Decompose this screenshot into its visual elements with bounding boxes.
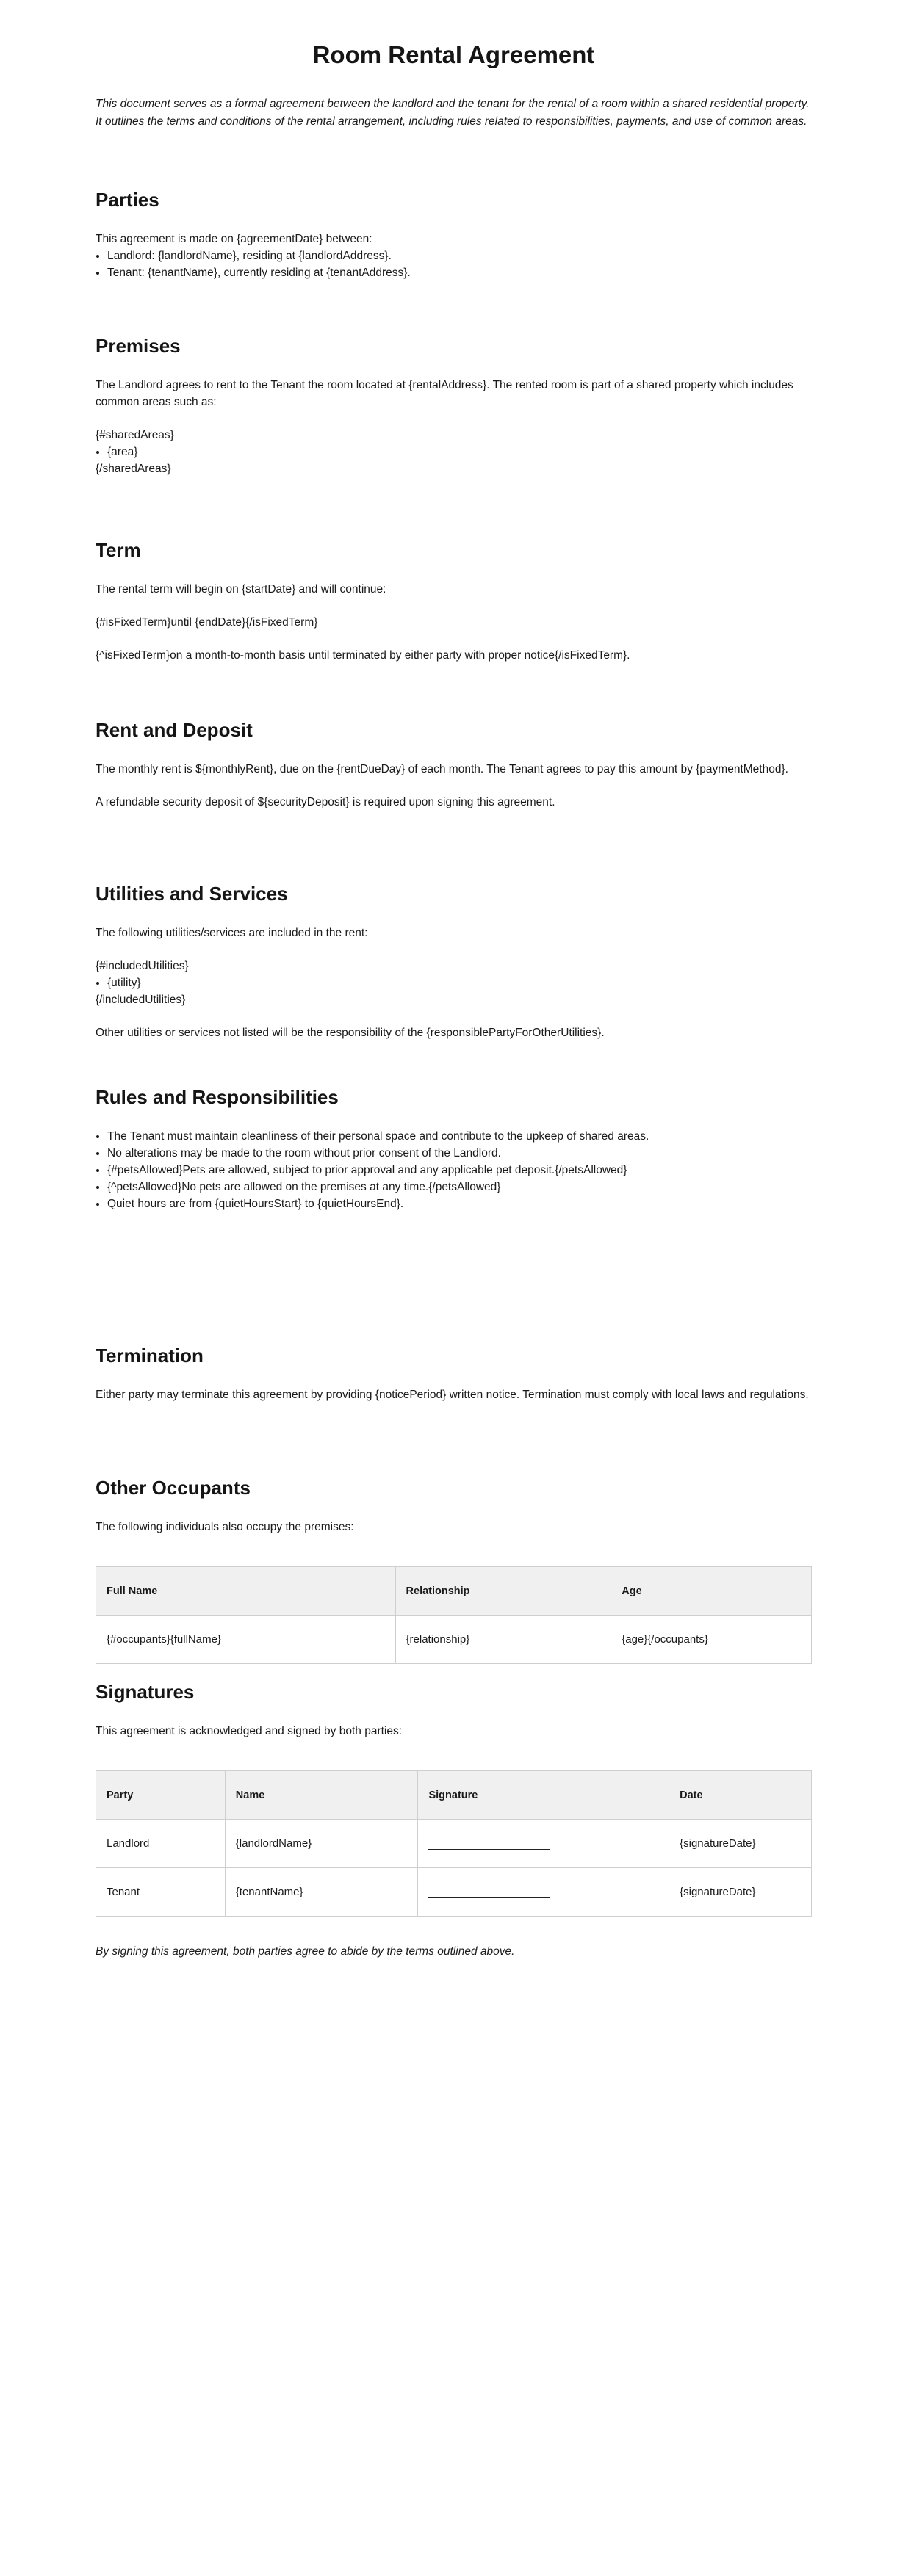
table-cell: {signatureDate} [669, 1820, 812, 1868]
occupants-text: The following individuals also occupy the premises: [96, 1521, 354, 1533]
table-header-row [96, 1567, 812, 1616]
rules-list [96, 1128, 812, 1212]
table-cell: {tenantName} [225, 1868, 418, 1917]
list-item: • Landlord: {landlordName}, residing at {landlordAddress}. [107, 247, 812, 264]
section-heading: Other Occupants [96, 1477, 251, 1499]
term-monthly: {^isFixedTerm}on a month-to-month basis until terminated by either party with proper notice{/isFixedTerm}. [96, 649, 630, 662]
list-item: • {#petsAllowed}Pets are allowed, subject to prior approval and any applicable pet deposit.{/petsAllowed} [107, 1162, 812, 1179]
rent-text: The monthly rent is ${monthlyRent}, due on the {rentDueDay} of each month. The Tenant agrees to pay this amount by {paymentMethod}. [96, 763, 788, 775]
list-item: • Tenant: {tenantName}, currently residing at {tenantAddress}. [107, 264, 812, 281]
column-header: Date [669, 1771, 812, 1820]
list-item: • Quiet hours are from {quietHoursStart} to {quietHoursEnd}. [107, 1195, 812, 1212]
section-heading: Signatures [96, 1681, 195, 1703]
list-item: • {area} [107, 444, 812, 460]
term-text: The rental term will begin on {startDate} and will continue: [96, 583, 386, 596]
section-heading: Termination [96, 1345, 204, 1367]
list-item: • {^petsAllowed}No pets are allowed on the premises at any time.{/petsAllowed} [107, 1179, 812, 1195]
utilities-other: Other utilities or services not listed will be the responsibility of the {responsiblePartyForOtherUtilities}. [96, 1027, 605, 1039]
deposit-text: A refundable security deposit of ${securityDeposit} is required upon signing this agreement. [96, 796, 555, 808]
shared-areas-list [96, 444, 812, 460]
table-cell: Landlord [96, 1820, 226, 1868]
list-item: • No alterations may be made to the room without prior consent of the Landlord. [107, 1145, 812, 1162]
table-cell: {relationship} [395, 1616, 611, 1664]
list-item: • {utility} [107, 974, 812, 991]
section-occupants [96, 1476, 812, 1664]
closing-statement: By signing this agreement, both parties agree to abide by the terms outlined above. [96, 1945, 515, 1958]
section-heading: Utilities and Services [96, 883, 288, 905]
section-parties [96, 188, 812, 281]
table-cell: Tenant [96, 1868, 226, 1917]
table-cell: {#occupants}{fullName} [96, 1616, 396, 1664]
premises-text: The Landlord agrees to rent to the Tenant the room located at {rentalAddress}. The rented room is part of a shared property which includes common areas such as: [96, 379, 793, 408]
column-header: Signature [418, 1771, 669, 1820]
section-rent-deposit [96, 718, 812, 811]
template-loop-open: {#sharedAreas} [96, 429, 174, 441]
table-row [96, 1820, 812, 1868]
section-heading: Term [96, 539, 141, 561]
section-premises [96, 334, 812, 477]
section-heading: Parties [96, 189, 159, 211]
table-cell: {signatureDate} [669, 1868, 812, 1917]
document-title: Room Rental Agreement [312, 41, 595, 68]
table-header-row [96, 1771, 812, 1820]
column-header: Relationship [395, 1567, 611, 1616]
signatures-table [96, 1770, 812, 1917]
table-row [96, 1616, 812, 1664]
signature-line[interactable] [428, 1839, 550, 1850]
section-termination [96, 1344, 812, 1403]
signature-cell[interactable] [418, 1868, 669, 1917]
section-heading: Premises [96, 335, 181, 357]
table-cell: {age}{/occupants} [611, 1616, 812, 1664]
column-header: Age [611, 1567, 812, 1616]
signature-cell[interactable] [418, 1820, 669, 1868]
term-fixed: {#isFixedTerm}until {endDate}{/isFixedTerm} [96, 616, 318, 629]
template-loop-open: {#includedUtilities} [96, 960, 189, 972]
table-row [96, 1868, 812, 1917]
signatures-text: This agreement is acknowledged and signed by both parties: [96, 1725, 403, 1737]
parties-lead: This agreement is made on {agreementDate} between: [96, 233, 372, 245]
section-rules [96, 1085, 812, 1212]
intro-paragraph: This document serves as a formal agreement between the landlord and the tenant for the rental of a room within a shared residential property. It outlines the terms and conditions of the rental arrangement, including rules related to responsibilities, payments, and use of common areas. [96, 98, 810, 128]
section-heading: Rules and Responsibilities [96, 1086, 339, 1108]
signature-line[interactable] [428, 1887, 550, 1898]
table-cell: {landlordName} [225, 1820, 418, 1868]
utilities-list [96, 974, 812, 991]
section-heading: Rent and Deposit [96, 719, 253, 741]
section-term [96, 538, 812, 664]
termination-text: Either party may terminate this agreement by providing {noticePeriod} written notice. Termination must comply with local laws and regulations. [96, 1389, 809, 1401]
parties-list [96, 247, 812, 281]
section-signatures [96, 1680, 812, 1917]
template-loop-close: {/sharedAreas} [96, 463, 171, 475]
column-header: Party [96, 1771, 226, 1820]
utilities-text: The following utilities/services are included in the rent: [96, 927, 368, 939]
occupants-table [96, 1566, 812, 1664]
section-utilities [96, 882, 812, 1041]
list-item: • The Tenant must maintain cleanliness of their personal space and contribute to the upkeep of shared areas. [107, 1128, 812, 1145]
column-header: Name [225, 1771, 418, 1820]
column-header: Full Name [96, 1567, 396, 1616]
template-loop-close: {/includedUtilities} [96, 994, 186, 1006]
